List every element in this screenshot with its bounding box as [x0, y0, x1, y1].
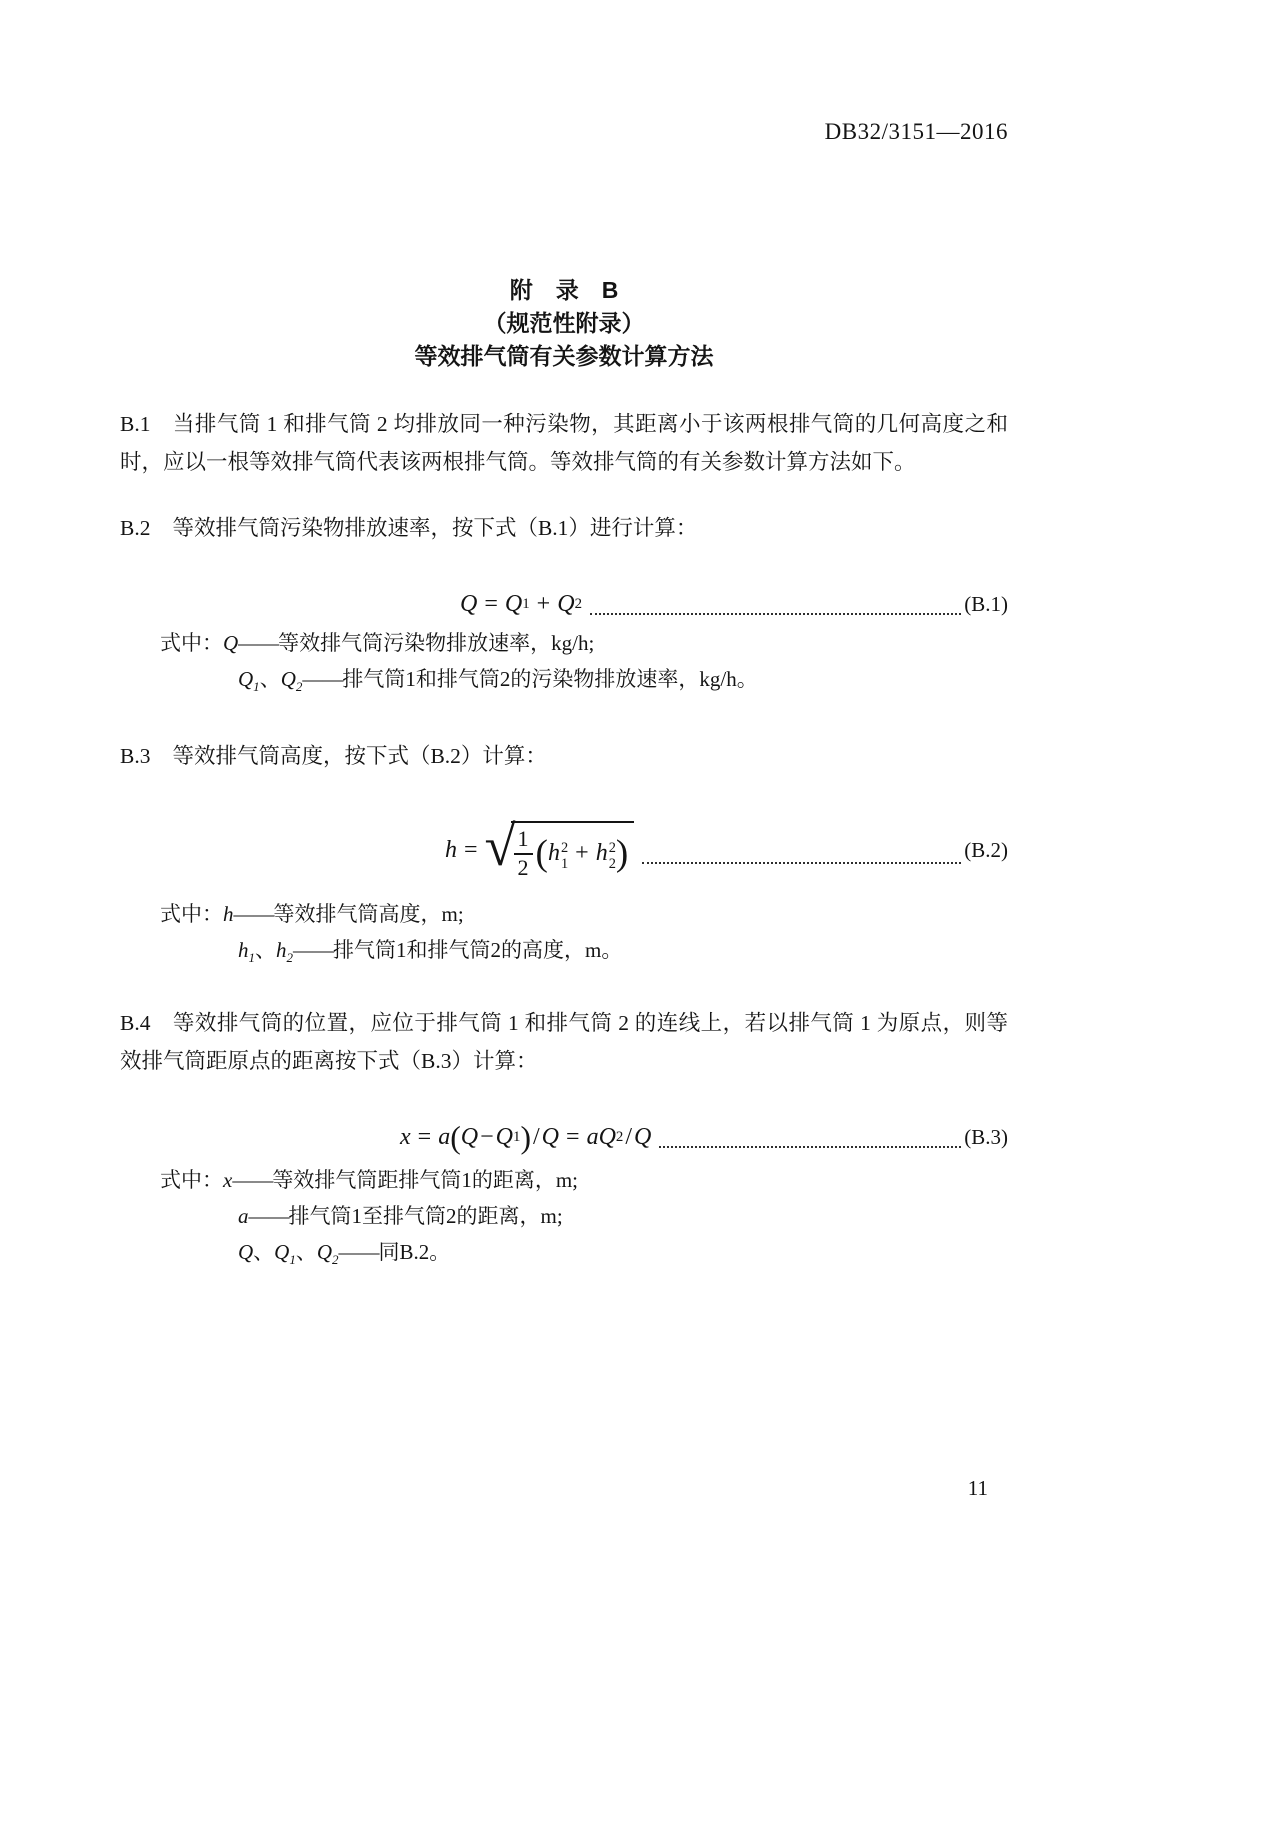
var-Q: Q — [223, 631, 239, 655]
slash: / — [625, 1124, 633, 1151]
formula-b3 — [120, 1119, 1008, 1155]
note-text: 排气筒1和排气筒2的高度，m。 — [333, 937, 623, 962]
left-paren: ( — [535, 833, 548, 875]
formula-b2 — [120, 815, 1008, 880]
note-text: 等效排气筒高度，m; — [273, 901, 464, 926]
equation-b3 — [400, 1119, 652, 1155]
sub-1: 1 — [560, 855, 569, 872]
section-b3-label: B.3 — [120, 744, 151, 769]
formula-b3-number: (B.3) — [964, 1125, 1008, 1150]
minus-sign: − — [480, 1124, 494, 1151]
plus-sign: + — [536, 591, 551, 617]
em-dash: —— — [302, 667, 343, 691]
note-prefix: 式中： — [160, 1167, 223, 1192]
note-line — [120, 1162, 1008, 1198]
doc-header-number: DB32/3151—2016 — [824, 119, 1008, 144]
scripts-h1 — [561, 840, 568, 872]
note-line — [120, 932, 1008, 976]
sub-2: 2 — [286, 949, 294, 965]
dotted-leader — [659, 1146, 961, 1148]
section-b1-paragraph — [120, 405, 1008, 481]
fraction-one-half — [514, 827, 533, 880]
var-Q: Q — [460, 591, 478, 617]
fraction-denominator: 2 — [517, 854, 529, 880]
equals-sign: = — [464, 837, 478, 864]
right-paren: ) — [520, 1119, 531, 1155]
equals-sign: = — [484, 591, 498, 617]
note-text: 等效排气筒污染物排放速率，kg/h; — [278, 631, 595, 655]
var-Q: Q — [460, 1124, 479, 1151]
notes-b1 — [120, 625, 1008, 705]
radicand — [511, 821, 635, 880]
section-b2-text: 等效排气筒污染物排放速率，按下式（B.1）进行计算： — [172, 516, 698, 540]
radical-sign-icon: √ — [484, 815, 516, 878]
var-Q2: Q — [316, 1239, 333, 1264]
separator: 、 — [253, 1239, 275, 1264]
equals-sign: = — [566, 1124, 580, 1151]
separator: 、 — [255, 937, 277, 962]
em-dash: —— — [338, 1239, 379, 1264]
var-Q2: Q — [557, 591, 575, 617]
section-b2-heading — [120, 509, 1008, 547]
note-line — [120, 1198, 1008, 1234]
equation-b1 — [460, 591, 582, 618]
note-prefix: 式中： — [160, 901, 223, 926]
em-dash: —— — [238, 631, 279, 655]
var-a: a — [238, 1203, 249, 1228]
content-area — [120, 0, 1008, 1278]
var-Q1: Q — [238, 667, 254, 691]
em-dash: —— — [232, 1167, 273, 1192]
sub-1: 1 — [289, 1251, 296, 1267]
right-paren: ) — [615, 833, 629, 875]
var-Q1: Q — [274, 1239, 290, 1264]
notes-b2 — [120, 896, 1008, 976]
em-dash: —— — [248, 1203, 289, 1228]
formula-b1-number: (B.1) — [964, 592, 1008, 616]
var-h1: h — [238, 937, 249, 962]
title-line-1: 附 录 B — [509, 277, 619, 303]
em-dash: —— — [233, 901, 274, 926]
sub-1: 1 — [253, 679, 260, 695]
separator: 、 — [295, 1239, 317, 1264]
fraction-numerator: 1 — [514, 827, 533, 855]
left-paren: ( — [450, 1119, 461, 1155]
separator: 、 — [259, 667, 281, 691]
note-text: 排气筒1至排气筒2的距离，m; — [288, 1203, 563, 1228]
var-x: x — [223, 1167, 233, 1192]
section-b4-label: B.4 — [120, 1010, 151, 1035]
sup-2: 2 — [608, 839, 616, 856]
var-Q: Q — [634, 1124, 652, 1151]
section-b4-text: 等效排气筒的位置，应位于排气筒 1 和排气筒 2 的连线上，若以排气筒 1 为原点，则等效排气筒距原点的距离按下式（B.3）计算： — [120, 1010, 1008, 1073]
var-a: a — [438, 1124, 451, 1151]
section-b3-heading — [120, 737, 1008, 775]
var-h: h — [445, 837, 457, 864]
scripts-h2 — [609, 840, 616, 872]
note-line — [120, 661, 1008, 705]
note-text: 排气筒1和排气筒2的污染物排放速率，kg/h。 — [342, 667, 758, 691]
em-dash: —— — [293, 937, 334, 962]
sub-1: 1 — [248, 949, 256, 965]
title-line-3: 等效排气筒有关参数计算方法 — [414, 343, 714, 369]
var-a: a — [586, 1124, 599, 1151]
sub-2: 2 — [295, 679, 303, 695]
title-line-2: （规范性附录） — [483, 310, 645, 336]
equation-b2 — [445, 815, 634, 880]
note-line — [120, 1234, 1008, 1278]
page-number: 11 — [967, 1476, 988, 1500]
sup-2: 2 — [560, 839, 569, 856]
section-b1-text: 当排气筒 1 和排气筒 2 均排放同一种污染物，其距离小于该两根排气筒的几何高度之和时，应以一根等效排气筒代表该两根排气筒。等效排气筒的有关参数计算方法如下。 — [120, 412, 1008, 474]
dotted-leader — [642, 862, 961, 864]
section-b4-paragraph — [120, 1004, 1008, 1080]
sub-2: 2 — [574, 596, 582, 612]
note-line — [120, 625, 1008, 661]
sub-2: 2 — [615, 1129, 624, 1146]
section-b3-text: 等效排气筒高度，按下式（B.2）计算： — [172, 744, 547, 769]
var-Q: Q — [238, 1239, 254, 1264]
var-Q: Q — [541, 1124, 560, 1151]
dotted-leader — [590, 613, 961, 615]
note-text: 同B.2。 — [378, 1239, 451, 1264]
slash: / — [533, 1124, 540, 1151]
formula-b2-number: (B.2) — [964, 838, 1008, 863]
plus-sign: + — [575, 840, 589, 867]
section-b2-label: B.2 — [120, 516, 151, 540]
var-h: h — [223, 901, 234, 926]
note-text: 等效排气筒距排气筒1的距离，m; — [272, 1167, 578, 1192]
var-h2: h — [595, 840, 608, 867]
sub-1: 1 — [513, 1129, 521, 1146]
section-b1-label: B.1 — [120, 412, 151, 436]
sub-2: 2 — [608, 855, 616, 872]
sub-1: 1 — [522, 596, 530, 612]
var-h1: h — [547, 840, 560, 867]
appendix-title — [120, 274, 1008, 373]
equals-sign: = — [417, 1124, 432, 1151]
note-line — [120, 896, 1008, 932]
var-Q1: Q — [504, 591, 523, 617]
var-Q2: Q — [280, 667, 296, 691]
sub-2: 2 — [332, 1251, 339, 1267]
note-prefix: 式中： — [160, 631, 223, 655]
var-h2: h — [276, 937, 287, 962]
var-x: x — [400, 1124, 411, 1151]
var-Q2: Q — [598, 1124, 616, 1151]
square-root — [484, 815, 635, 880]
notes-b3 — [120, 1162, 1008, 1278]
var-Q1: Q — [495, 1124, 513, 1151]
formula-b1 — [120, 591, 1008, 618]
